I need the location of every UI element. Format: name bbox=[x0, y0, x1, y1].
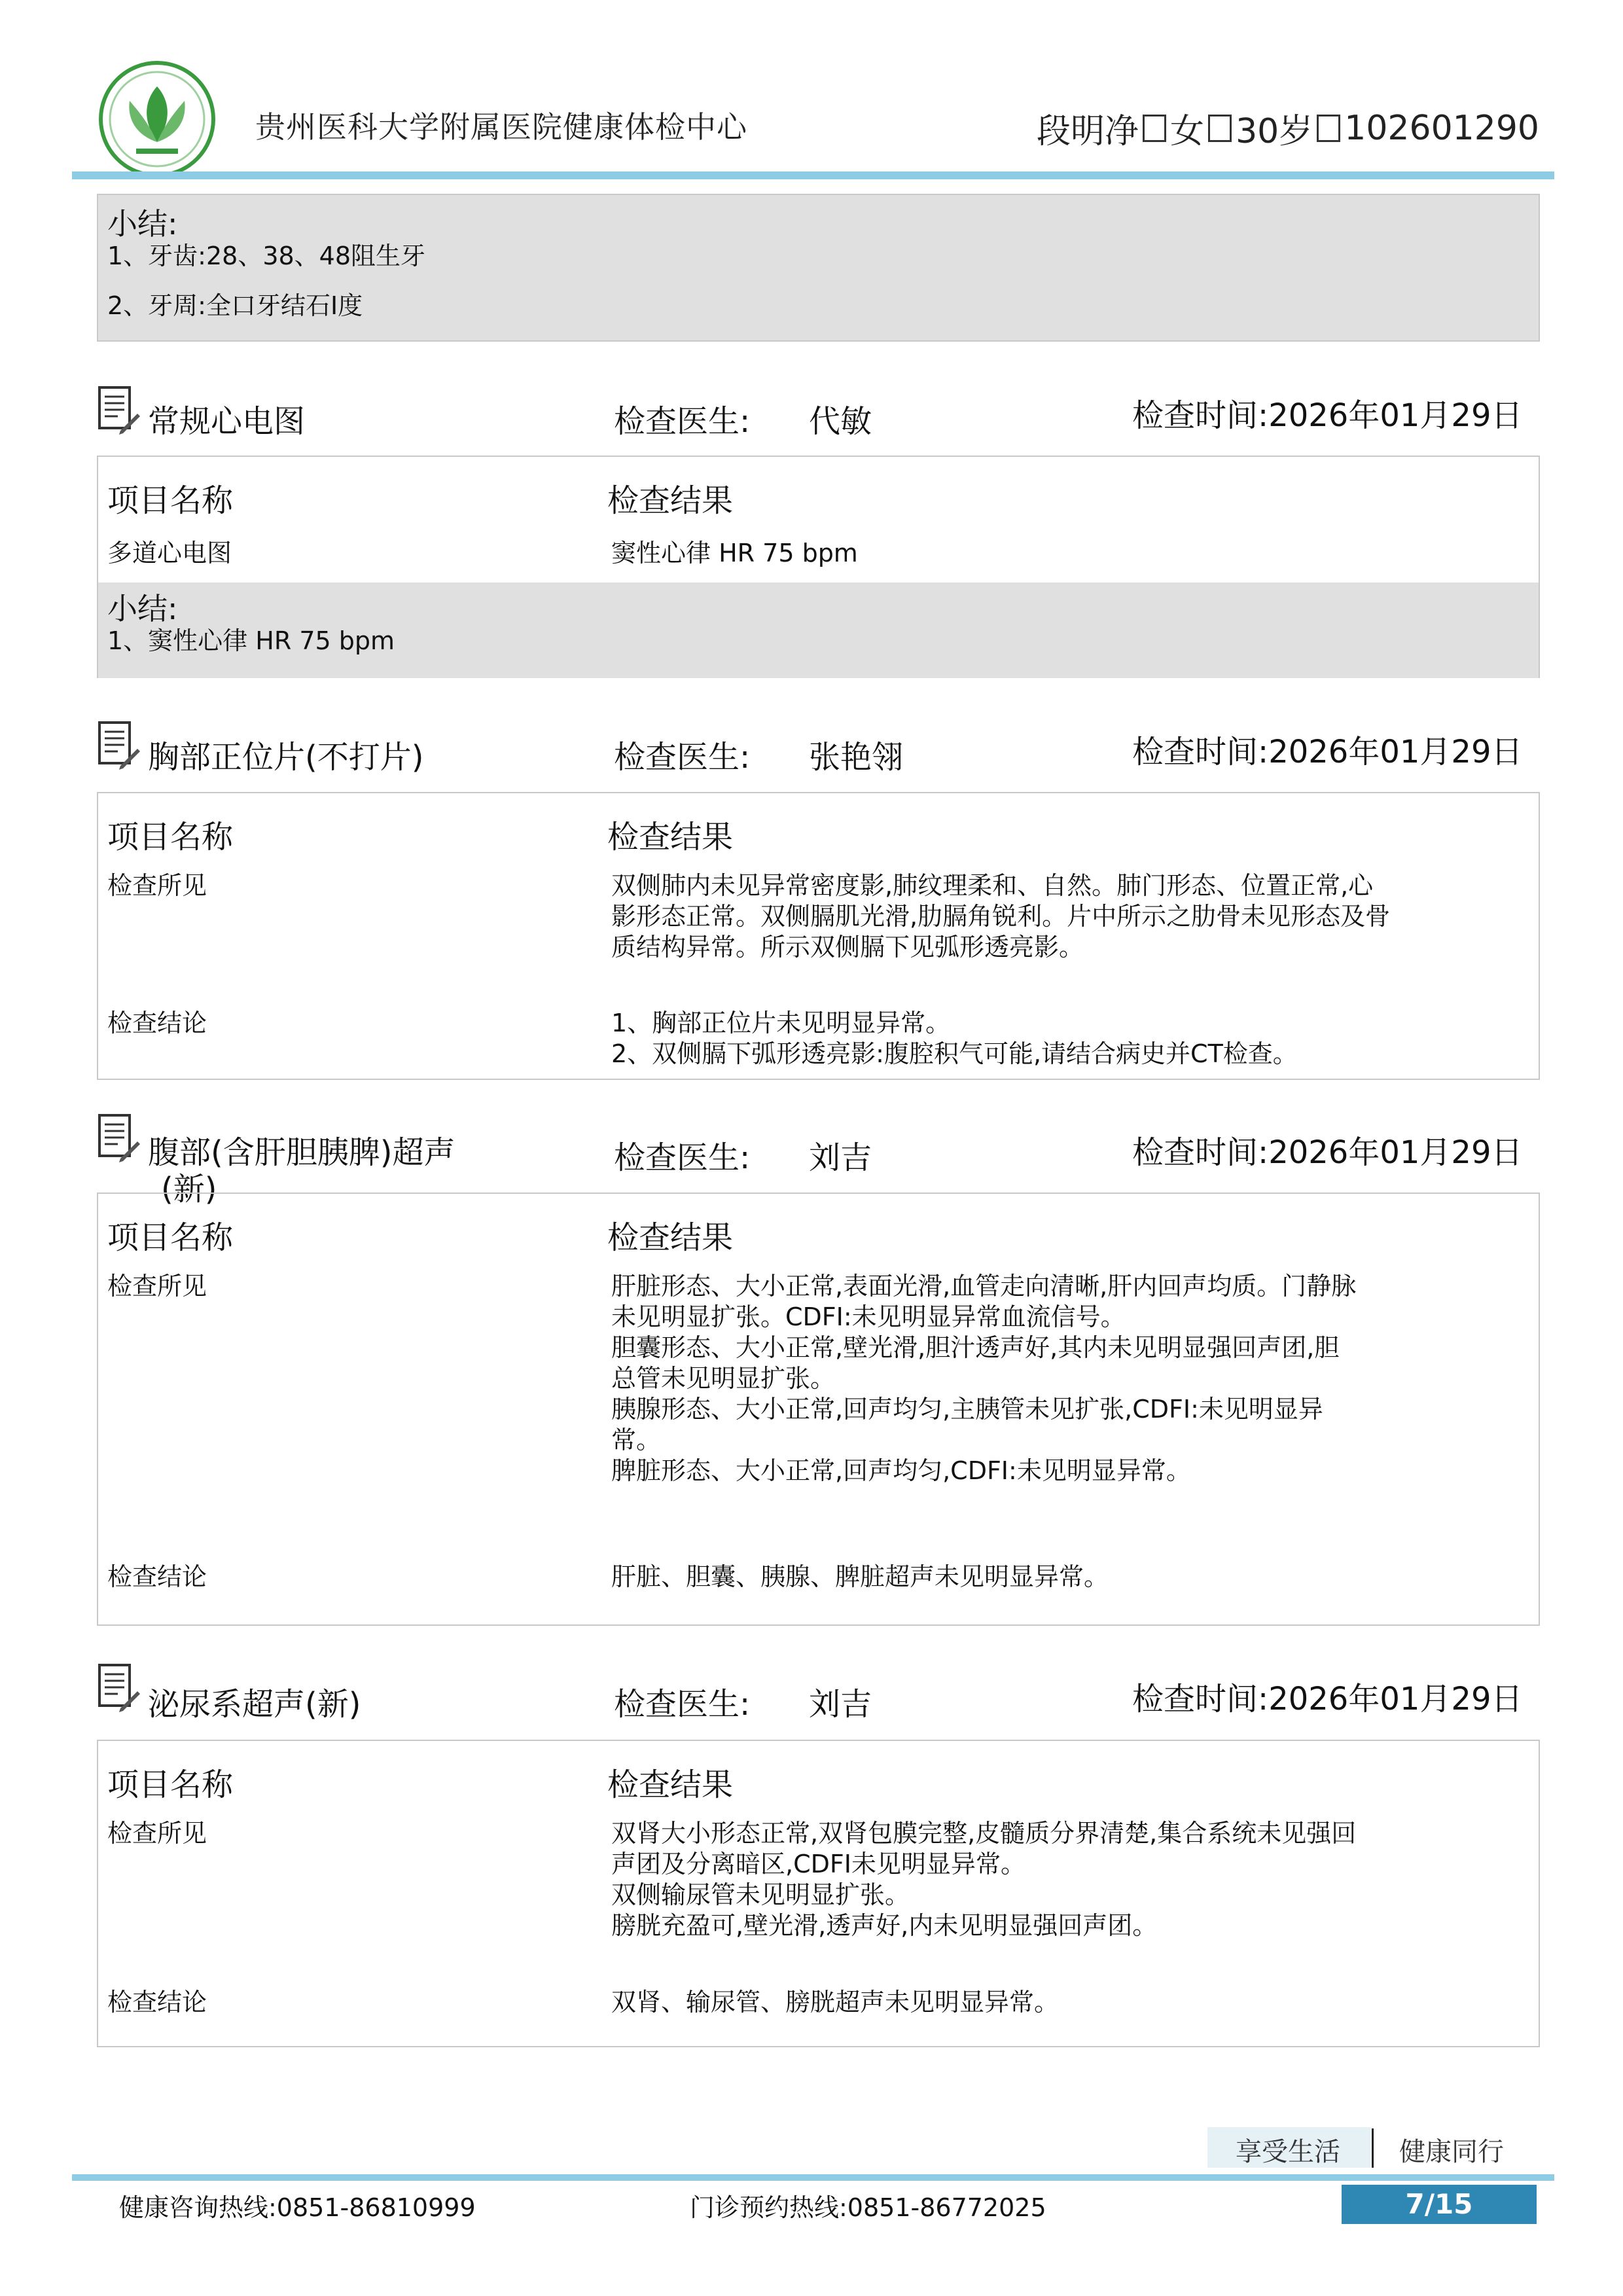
summary-title: 小结: bbox=[107, 206, 178, 242]
chest-xray-panel bbox=[97, 792, 1540, 1080]
separator-box bbox=[1208, 115, 1232, 142]
urinary-ultrasound-panel bbox=[97, 1740, 1540, 2047]
summary-line: 1、牙齿:28、38、48阻生牙 bbox=[107, 242, 426, 270]
patient-name: 段明净 bbox=[1037, 112, 1139, 151]
result-line: 质结构异常。所示双侧膈下见弧形透亮影。 bbox=[611, 933, 1084, 961]
separator-box bbox=[1143, 115, 1166, 142]
hotline-appointment: 门诊预约热线:0851-86772025 bbox=[690, 2193, 1046, 2222]
item-result bbox=[611, 1008, 1298, 1069]
header-divider bbox=[72, 171, 1554, 179]
hotline-consult: 健康咨询热线:0851-86810999 bbox=[119, 2193, 476, 2222]
patient-gender: 女 bbox=[1170, 112, 1205, 151]
dental-summary-panel bbox=[97, 194, 1540, 342]
summary-line: 2、牙周:全口牙结石Ⅰ度 bbox=[107, 291, 363, 320]
exam-time-label: 检查时间: bbox=[1132, 397, 1269, 434]
item-result: 肝脏、胆囊、胰腺、脾脏超声未见明显异常。 bbox=[611, 1562, 1109, 1591]
item-name: 检查结论 bbox=[107, 1009, 207, 1037]
result-line: 影形态正常。双侧膈肌光滑,肋膈角锐利。片中所示之肋骨未见形态及骨 bbox=[611, 902, 1391, 931]
result-line: 未见明显扩张。CDFI:未见明显异常血流信号。 bbox=[611, 1302, 1126, 1331]
report-document-icon bbox=[97, 1662, 140, 1712]
item-result: 双肾、输尿管、膀胱超声未见明显异常。 bbox=[611, 1988, 1060, 2017]
exam-time-value: 2026年01月29日 bbox=[1268, 734, 1523, 770]
item-result bbox=[611, 1818, 1356, 1941]
report-document-icon bbox=[97, 385, 140, 435]
col-item-name: 项目名称 bbox=[107, 819, 234, 855]
ecg-panel bbox=[97, 456, 1540, 678]
section-title-urinary-ultrasound: 泌尿系超声(新) bbox=[148, 1686, 361, 1723]
item-name: 检查结论 bbox=[107, 1562, 207, 1591]
result-line: 膀胱充盈可,壁光滑,透声好,内未见明显强回声团。 bbox=[611, 1911, 1158, 1940]
exam-time-value: 2026年01月29日 bbox=[1268, 1681, 1523, 1717]
result-line: 脾脏形态、大小正常,回声均匀,CDFI:未见明显异常。 bbox=[611, 1456, 1191, 1485]
result-line: 肝脏形态、大小正常,表面光滑,血管走向清晰,肝内回声均质。门静脉 bbox=[611, 1272, 1357, 1300]
slogan-right: 健康同行 bbox=[1399, 2137, 1504, 2167]
col-item-name: 项目名称 bbox=[107, 1219, 234, 1256]
result-line: 双肾大小形态正常,双肾包膜完整,皮髓质分界清楚,集合系统未见强回 bbox=[611, 1819, 1357, 1848]
summary-title: 小结: bbox=[107, 591, 178, 626]
patient-age: 30岁 bbox=[1236, 112, 1313, 151]
doctor-name: 刘吉 bbox=[809, 1686, 872, 1723]
section-title-chest-xray: 胸部正位片(不打片) bbox=[148, 739, 424, 776]
result-line: 胆囊形态、大小正常,壁光滑,胆汁透声好,其内未见明显强回声团,胆 bbox=[611, 1333, 1340, 1362]
patient-id: 102601290 bbox=[1344, 108, 1539, 148]
summary-line: 1、窦性心律 HR 75 bpm bbox=[107, 626, 395, 655]
exam-time bbox=[1132, 390, 1523, 435]
result-line: 双侧输尿管未见明显扩张。 bbox=[611, 1880, 910, 1909]
ecg-summary bbox=[98, 583, 1539, 678]
abdominal-ultrasound-panel bbox=[97, 1193, 1540, 1626]
exam-time-label: 检查时间: bbox=[1132, 734, 1269, 770]
hospital-name: 贵州医科大学附属医院健康体检中心 bbox=[255, 109, 747, 145]
footer-divider bbox=[72, 2174, 1554, 2181]
doctor-name: 张艳翎 bbox=[809, 739, 904, 776]
result-line: 常。 bbox=[611, 1426, 662, 1454]
doctor-label: 检查医生: bbox=[614, 1686, 751, 1723]
exam-time bbox=[1132, 726, 1523, 772]
item-name: 检查所见 bbox=[107, 871, 207, 900]
col-result: 检查结果 bbox=[607, 819, 734, 855]
item-result bbox=[611, 870, 1390, 963]
section-title-ecg: 常规心电图 bbox=[148, 403, 306, 440]
result-line: 声团及分离暗区,CDFI未见明显异常。 bbox=[611, 1850, 1026, 1878]
col-item-name: 项目名称 bbox=[107, 1767, 234, 1803]
result-line: 总管未见明显扩张。 bbox=[611, 1364, 836, 1393]
col-item-name: 项目名称 bbox=[107, 482, 234, 519]
section-title-abdominal-ultrasound: 腹部(含肝胆胰脾)超声 bbox=[148, 1134, 455, 1171]
item-result: 窦性心律 HR 75 bpm bbox=[611, 539, 858, 567]
item-name: 检查所见 bbox=[107, 1272, 207, 1300]
doctor-label: 检查医生: bbox=[614, 739, 751, 776]
result-line: 胰腺形态、大小正常,回声均匀,主胰管未见扩张,CDFI:未见明显异 bbox=[611, 1395, 1323, 1424]
exam-time bbox=[1132, 1127, 1523, 1172]
separator-box bbox=[1317, 115, 1340, 142]
item-result bbox=[611, 1271, 1356, 1486]
item-name: 检查所见 bbox=[107, 1819, 207, 1848]
exam-time bbox=[1132, 1674, 1523, 1719]
result-line: 2、双侧膈下弧形透亮影:腹腔积气可能,请结合病史并CT检查。 bbox=[611, 1039, 1298, 1068]
col-result: 检查结果 bbox=[607, 1219, 734, 1256]
col-result: 检查结果 bbox=[607, 1767, 734, 1803]
report-document-icon bbox=[97, 1113, 140, 1162]
result-line: 1、胸部正位片未见明显异常。 bbox=[611, 1009, 951, 1037]
col-result: 检查结果 bbox=[607, 482, 734, 519]
item-name: 多道心电图 bbox=[107, 539, 232, 567]
exam-time-value: 2026年01月29日 bbox=[1268, 397, 1523, 434]
exam-time-value: 2026年01月29日 bbox=[1268, 1134, 1523, 1171]
exam-time-label: 检查时间: bbox=[1132, 1134, 1269, 1171]
slogan-left: 享受生活 bbox=[1236, 2137, 1340, 2167]
slogan-separator bbox=[1372, 2128, 1374, 2168]
doctor-name: 刘吉 bbox=[809, 1139, 872, 1176]
doctor-label: 检查医生: bbox=[614, 403, 751, 440]
patient-info bbox=[1037, 103, 1539, 152]
doctor-name: 代敏 bbox=[809, 403, 872, 440]
result-line: 双侧肺内未见异常密度影,肺纹理柔和、自然。肺门形态、位置正常,心 bbox=[611, 871, 1374, 900]
exam-time-label: 检查时间: bbox=[1132, 1681, 1269, 1717]
section-title-line2: (新) bbox=[161, 1171, 217, 1208]
page-number: 7/15 bbox=[1342, 2185, 1537, 2224]
doctor-label: 检查医生: bbox=[614, 1139, 751, 1176]
report-document-icon bbox=[97, 720, 140, 770]
hospital-logo bbox=[98, 60, 216, 178]
item-name: 检查结论 bbox=[107, 1988, 207, 2017]
